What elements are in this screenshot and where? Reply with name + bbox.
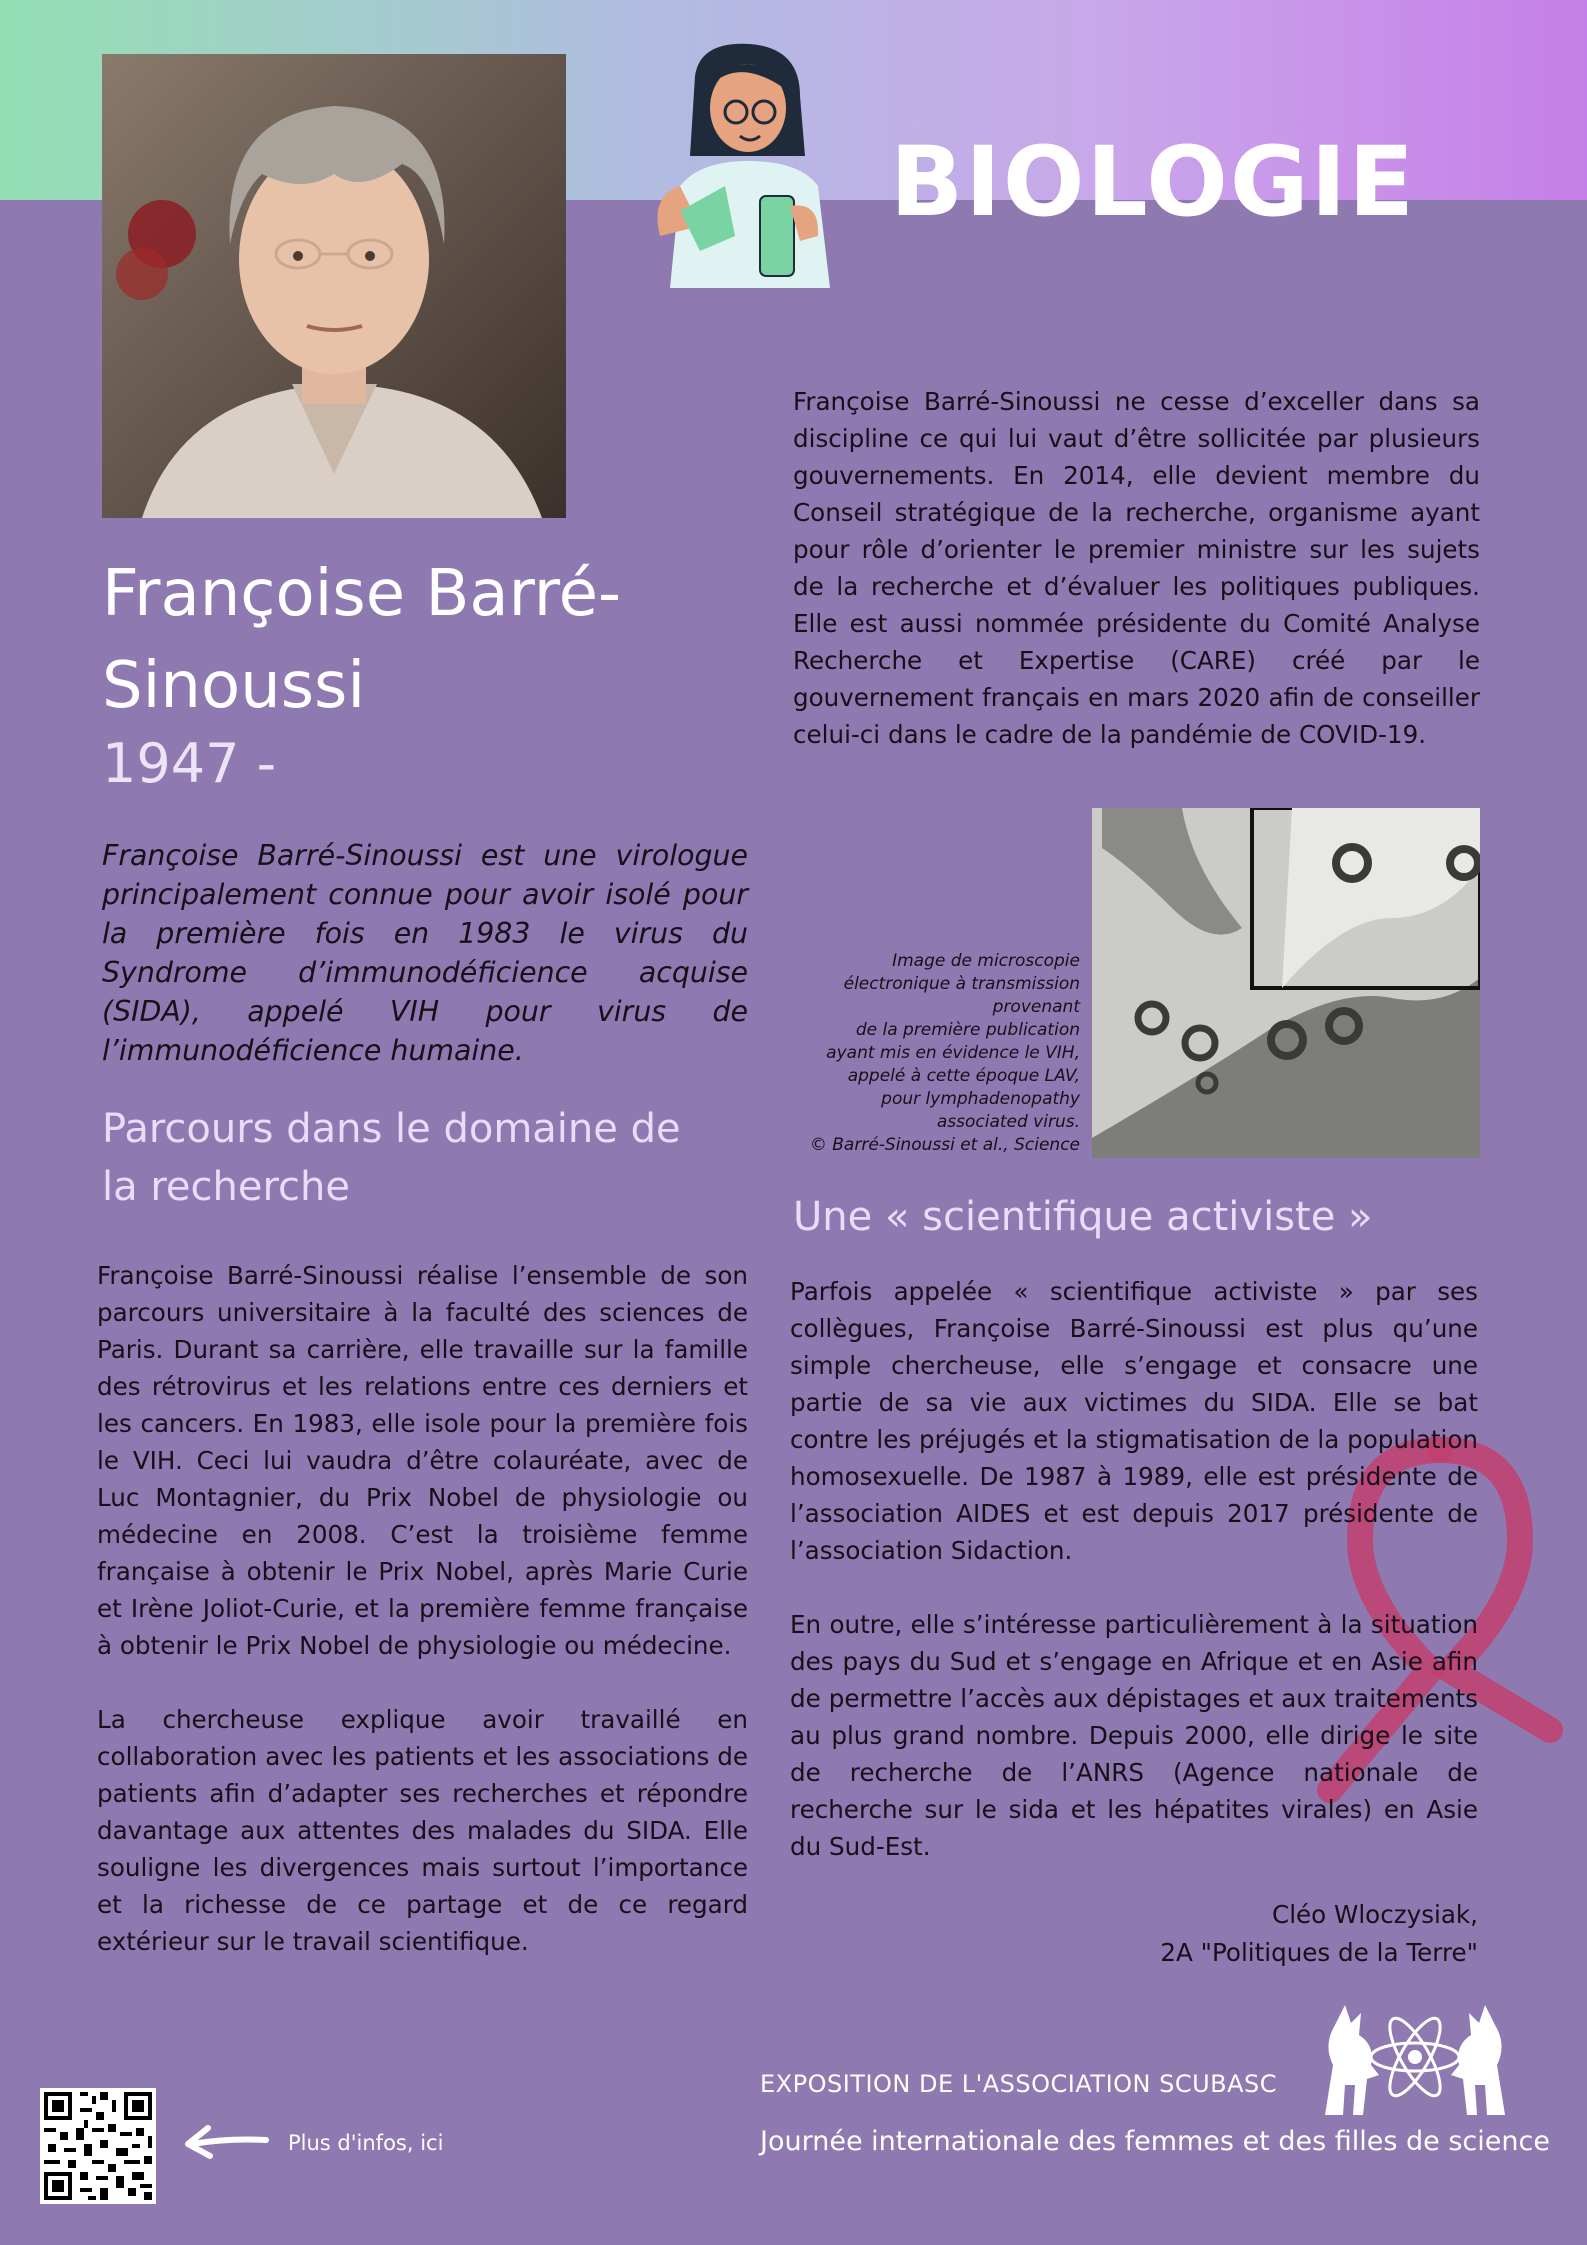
portrait-photo (102, 54, 566, 518)
author-class: 2A "Politiques de la Terre" (1160, 1938, 1478, 1967)
caption-line: ayant mis en évidence le VIH, (826, 1043, 1080, 1063)
person-years: 1947 - (102, 732, 277, 795)
person-name: Françoise Barré-Sinoussi (102, 557, 622, 723)
more-info-link[interactable]: Plus d'infos, ici (288, 2131, 444, 2155)
activist-text (790, 1273, 1478, 1865)
exposition-label: EXPOSITION DE L'ASSOCIATION SCUBASC (760, 2070, 1278, 2098)
journee-label: Journée internationale des femmes et des filles de science (760, 2126, 1550, 2157)
caption-line: provenant (992, 997, 1080, 1017)
microscopy-caption (780, 950, 1080, 1157)
caption-line: associated virus. (936, 1112, 1080, 1132)
caption-line: électronique à transmission (843, 974, 1080, 994)
author-name: Cléo Wloczysiak, (1272, 1900, 1478, 1929)
scubasc-logo-icon (1315, 1995, 1515, 2120)
activist-heading: Une « scientifique activiste » (793, 1194, 1373, 1240)
microscopy-image (1092, 808, 1480, 1158)
activist-paragraph: Parfois appelée « scientifique activiste » par ses collègues, Françoise Barré-Sinoussi est plus qu’une simple chercheuse, elle s’engage et consacre une partie de sa vie aux victimes du SIDA. Elle se bat contre les préjugés et la stigmatisation de la population homosexuelle. De 1987 à 1989, elle est présidente de l’association AIDES et est depuis 2017 présidente de l’association Sidaction. (790, 1277, 1478, 1565)
career-text (97, 1257, 748, 1960)
qr-code-icon[interactable] (40, 2088, 156, 2204)
signature (1050, 1896, 1478, 1972)
page-title: BIOLOGIE (890, 126, 1416, 238)
right-top-paragraph: Françoise Barré-Sinoussi ne cesse d’exceller dans sa discipline ce qui lui vaut d’être sollicitée par plusieurs gouvernements. En 2014, elle devient membre du Conseil stratégique de la recherche, organisme ayant pour rôle d’orienter le premier ministre sur les sujets de la recherche et d’évaluer les politiques publiques. Elle est aussi nommée présidente du Comité Analyse Recherche et Expertise (CARE) créé par le gouvernement français en mars 2020 afin de conseiller celui-ci dans le cadre de la pandémie de COVID-19. (793, 387, 1480, 749)
career-paragraph: Françoise Barré-Sinoussi réalise l’ensemble de son parcours universitaire à la faculté des sciences de Paris. Durant sa carrière, elle travaille sur la famille des rétrovirus et les relations entre ces derniers et les cancers. En 1983, elle isole pour la première fois le VIH. Ceci lui vaudra d’être colauréate, avec de Luc Montagnier, du Prix Nobel de physiologie ou médecine en 2008. C’est la troisième femme française à obtenir le Prix Nobel, après Marie Curie et Irène Joliot-Curie, et la première femme française à obtenir le Prix Nobel de physiologie ou médecine. (97, 1261, 748, 1660)
caption-line: Image de microscopie (892, 951, 1080, 971)
caption-line: © Barré-Sinoussi et al., Science (809, 1135, 1080, 1155)
activist-paragraph: En outre, elle s’intéresse particulièrement à la situation des pays du Sud et s’engage en Afrique et en Asie afin de permettre l’accès aux dépistages et aux traitements au plus grand nombre. Depuis 2000, elle dirige le site de recherche de l’ANRS (Agence nationale de recherche sur le sida et les hépatites virales) en Asie du Sud-Est. (790, 1610, 1478, 1861)
scientist-illustration-icon (640, 36, 850, 288)
career-paragraph: La chercheuse explique avoir travaillé en collaboration avec les patients et les associations de patients afin d’adapter ses recherches et répondre davantage aux attentes des malades du SIDA. Elle souligne les divergences mais surtout l’importance et la richesse de ce partage et de ce regard extérieur sur le travail scientifique. (97, 1705, 748, 1956)
right-top-text (793, 383, 1480, 753)
arrow-left-icon (178, 2122, 270, 2162)
career-heading: Parcours dans le domaine de la recherche (102, 1106, 681, 1210)
caption-line: pour lymphadenopathy (881, 1089, 1080, 1109)
caption-line: de la première publication (855, 1020, 1080, 1040)
intro-text: Françoise Barré-Sinoussi est une virologue principalement connue pour avoir isolé pour la première fois en 1983 le virus du Syndrome d’immunodéficience acquise (SIDA), appelé VIH pour virus de l’immunodéficience humaine. (102, 839, 748, 1067)
caption-line: appelé à cette époque LAV, (847, 1066, 1080, 1086)
